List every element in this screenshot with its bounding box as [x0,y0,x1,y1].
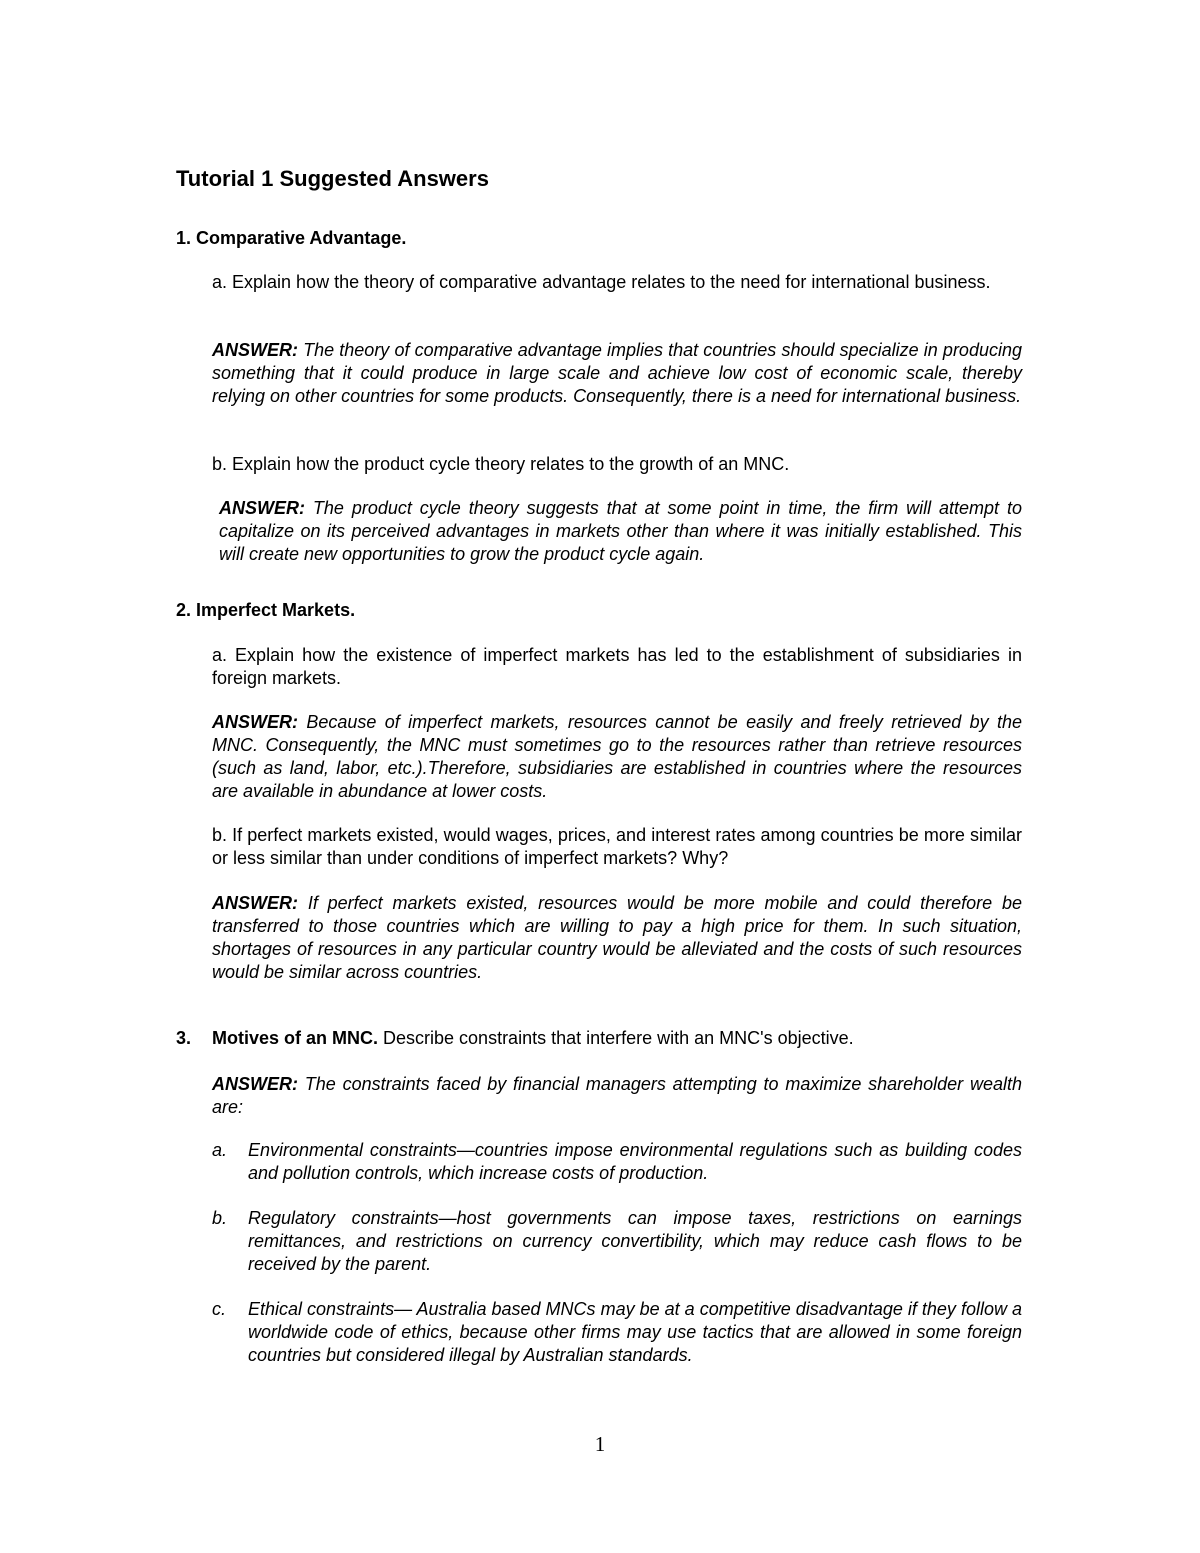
page-number: 1 [594,1432,606,1456]
answer-label: ANSWER: [219,498,305,518]
section-1-question-b: b. Explain how the product cycle theory relates to the growth of an MNC. [212,454,790,474]
item-letter: b. [212,1208,228,1228]
section-2-answer-b [212,892,1022,984]
item-text: Ethical constraints— Australia based MNCs may be at a competitive disadvantage if they follow a worldwide code of ethics, because other firms may use tactics that are allowed in some foreign countries but considered illegal by Australian standards. [248,1299,1022,1365]
section-2-question-b: b. If perfect markets existed, would wages, prices, and interest rates among countries be more similar or less similar than under conditions of imperfect markets? Why? [212,825,1022,868]
section-1-answer-b [219,497,1022,566]
constraint-item [212,1207,1022,1276]
answer-label: ANSWER: [212,893,298,913]
answer-label: ANSWER: [212,712,298,732]
item-letter: a. [212,1140,228,1160]
answer-text: The theory of comparative advantage implies that countries should specialize in producing something that it could produce in large scale and achieve low cost of economic scale, thereby relying on other countries for some products. Consequently, there is a need for international business. [212,340,1022,406]
answer-label: ANSWER: [212,340,298,360]
section-3-question [176,1027,1022,1050]
section-2-answer-a [212,711,1022,803]
section-1-answer-a [212,339,1022,408]
section-3-number: 3. [176,1028,192,1048]
item-text: Environmental constraints—countries impose environmental regulations such as building codes and pollution controls, which increase costs of production. [248,1140,1022,1183]
section-2-question-a: a. Explain how the existence of imperfect markets has led to the establishment of subsidiaries in foreign markets. [212,645,1022,688]
section-3-heading: Motives of an MNC. [212,1028,379,1048]
section-1-heading: 1. Comparative Advantage. [176,228,407,248]
answer-text: If perfect markets existed, resources would be more mobile and could therefore be transferred to those countries which are willing to pay a high price for them. In such situation, shortages of resources in any particular country would be alleviated and the costs of such resources would be similar across countries. [212,893,1022,982]
section-3-answer-intro [212,1073,1022,1119]
item-letter: c. [212,1299,227,1319]
answer-text: The product cycle theory suggests that at some point in time, the firm will attempt to capitalize on its perceived advantages in markets other than where it was initially established. This will create new opportunities to grow the product cycle again. [219,498,1022,564]
constraint-item [212,1298,1022,1367]
section-3-question-text: Describe constraints that interfere with an MNC's objective. [378,1028,854,1048]
answer-text: The constraints faced by financial managers attempting to maximize shareholder wealth are: [212,1074,1022,1117]
constraint-item [212,1139,1022,1185]
section-2-heading: 2. Imperfect Markets. [176,600,356,620]
document-title: Tutorial 1 Suggested Answers [176,166,489,191]
section-1-question-a: a. Explain how the theory of comparative advantage relates to the need for international business. [212,272,991,292]
answer-label: ANSWER: [212,1074,298,1094]
answer-text: Because of imperfect markets, resources cannot be easily and freely retrieved by the MNC. Consequently, the MNC must sometimes go to the resources rather than retrieve resources (such as land, labor, etc.).Therefore, subsidiaries are established in countries where the resources are available in abundance at lower costs. [212,712,1022,801]
item-text: Regulatory constraints—host governments can impose taxes, restrictions on earnings remittances, and restrictions on currency convertibility, which may reduce cash flows to be received by the parent. [248,1208,1022,1274]
